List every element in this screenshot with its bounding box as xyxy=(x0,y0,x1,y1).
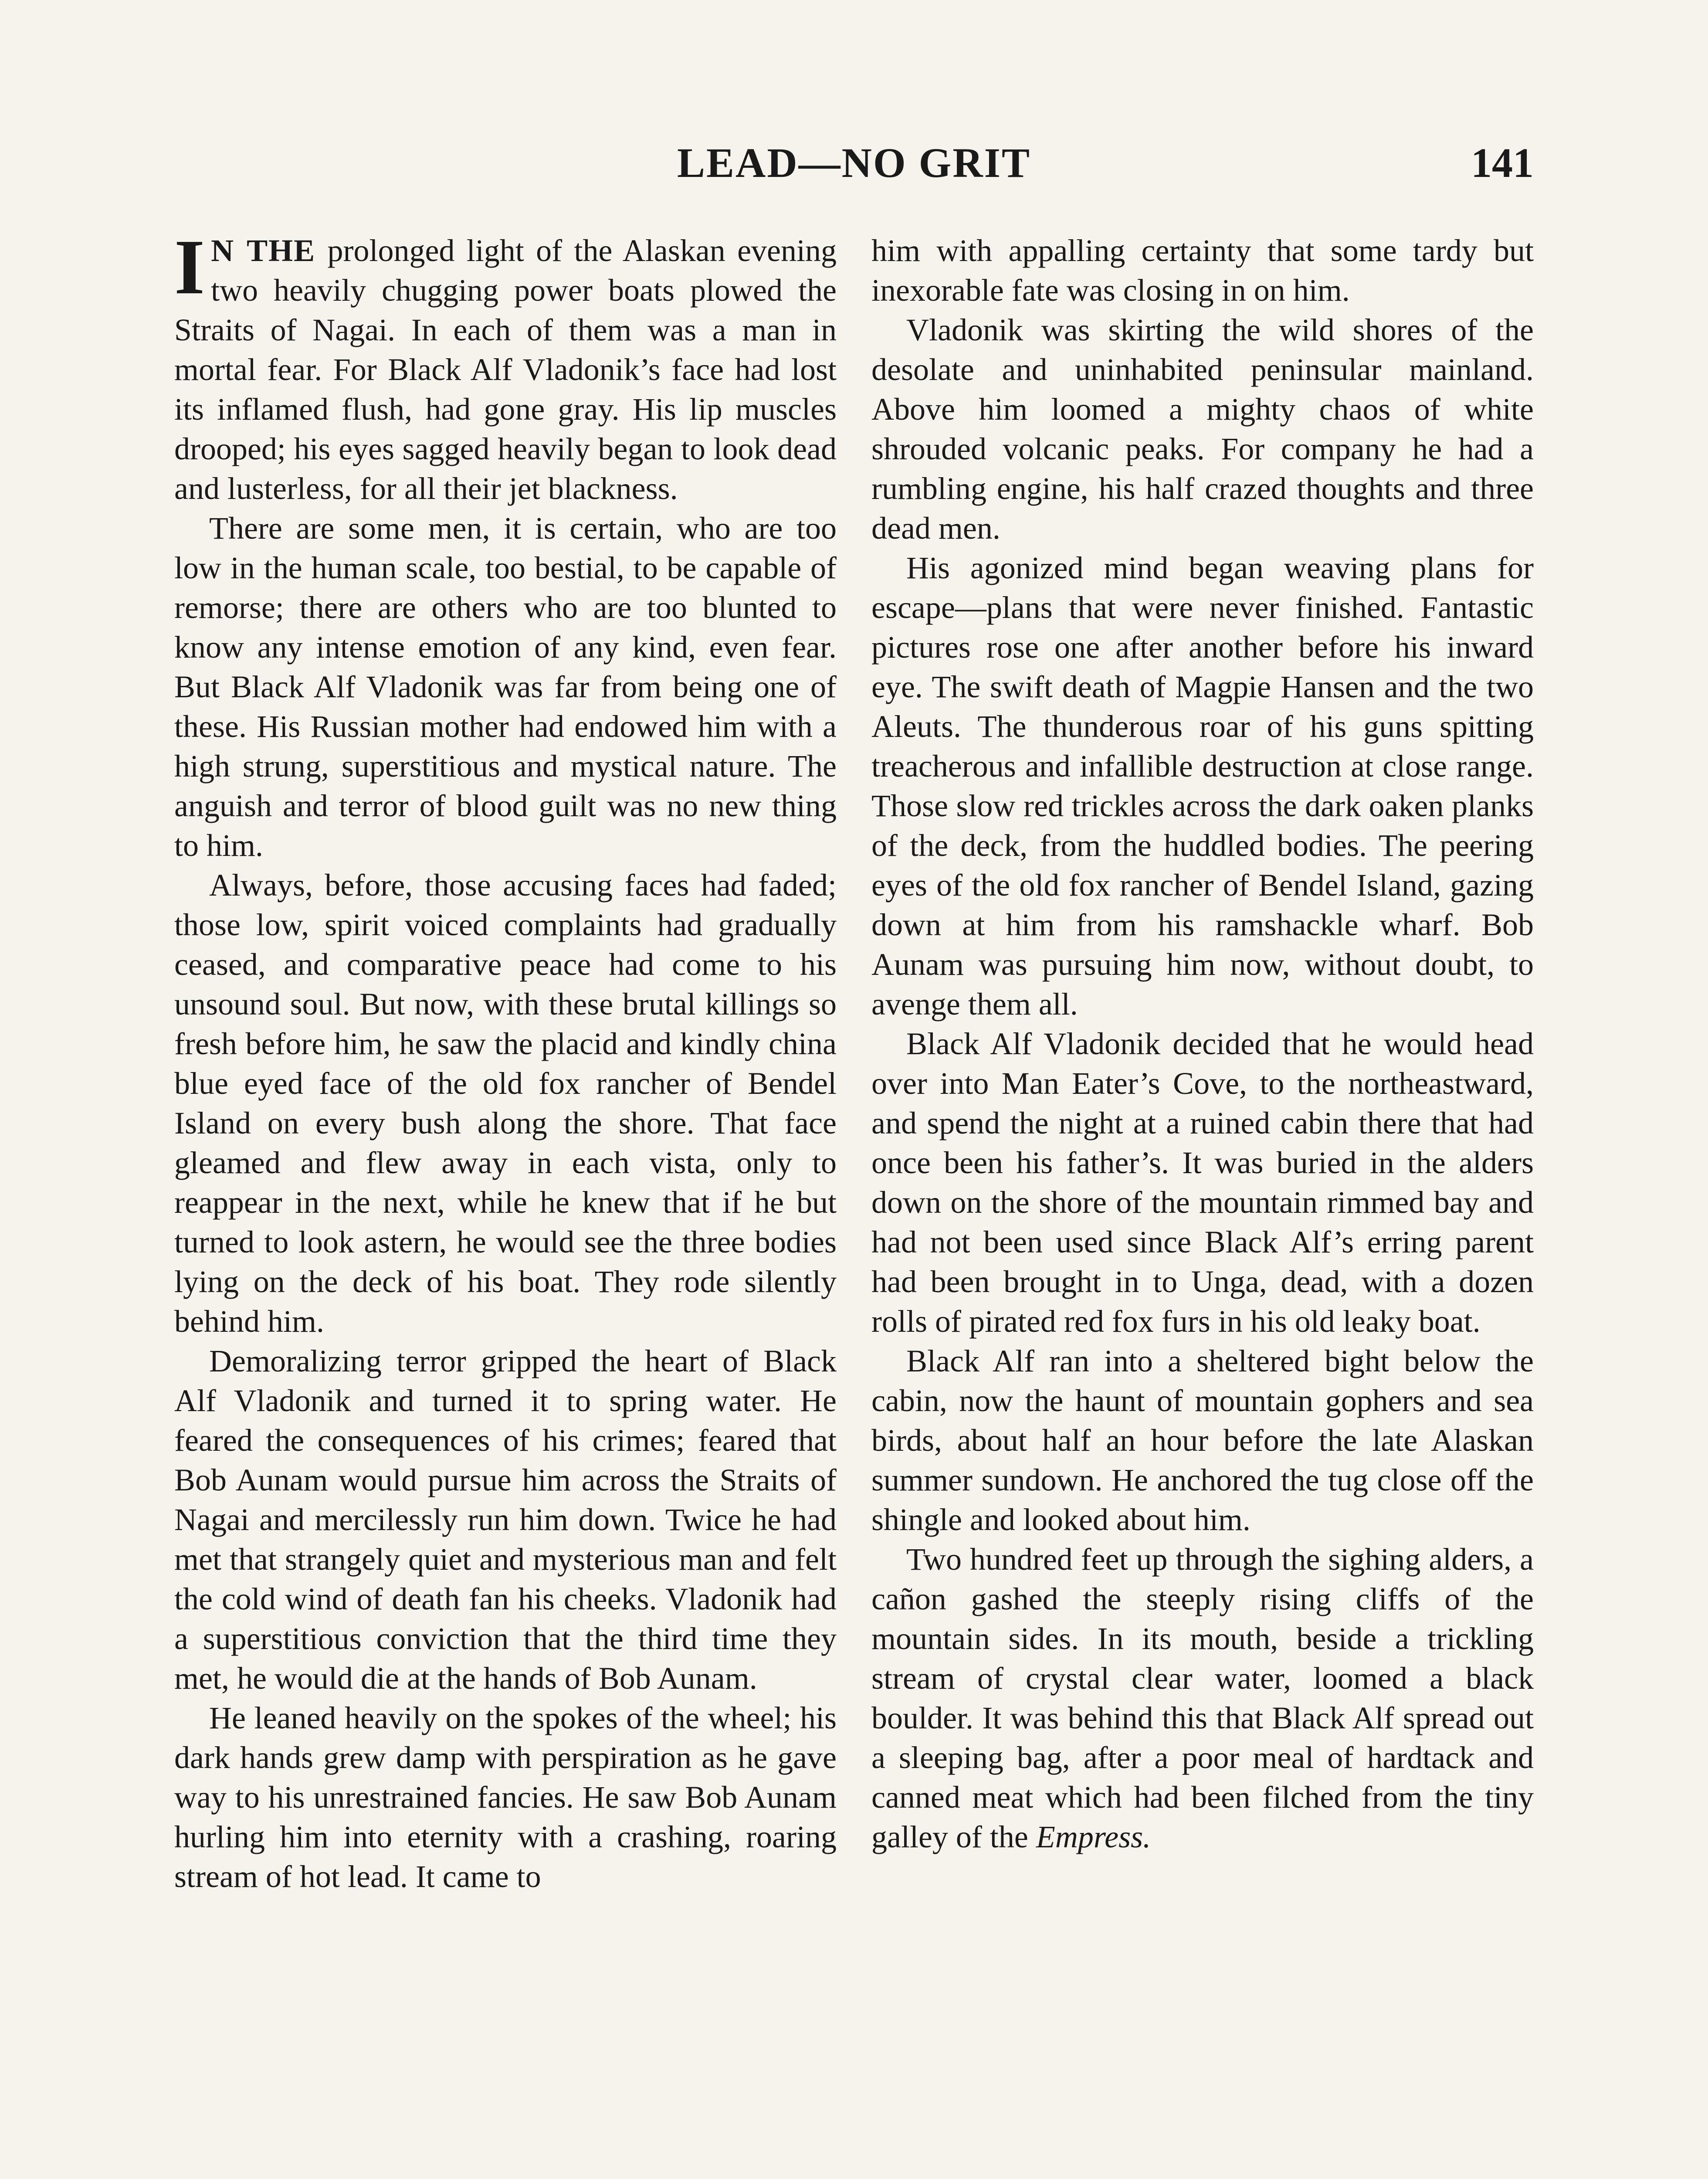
page-number: 141 xyxy=(1471,139,1534,186)
continuation-paragraph: him with appalling certainty that some tardy but inexorable fate was closing in on him. xyxy=(871,233,1534,308)
ship-name-italic: Empress. xyxy=(1036,1819,1151,1854)
paragraph: Always, before, those accusing faces had faded; those low, spirit voiced complaints had gradually ceased, and comparative peace had come to his unsound soul. But now, with these brutal killings so fresh before him, he saw the placid and kindly china blue eyed face of the old fox rancher of Bendel Island on every bush along the shore. That face gleamed and flew away in each vista, only to reappear in the next, while he knew that if he but turned to look astern, he would see the three bodies lying on the deck of his boat. They rode silently behind him. xyxy=(174,868,837,1339)
closing-paragraph xyxy=(871,1540,1534,1857)
paragraph: Black Alf Vladonik decided that he would head over into Man Eater’s Cove, to the northeastward, and spend the night at a ruined cabin there that had once been his father’s. It was buried in the alders down on the shore of the mountain rimmed bay and had not been used since Black Alf’s erring parent had been brought in to Unga, dead, with a dozen rolls of pirated red fox furs in his old leaky boat. xyxy=(871,1026,1534,1339)
opening-paragraph-text: prolonged light of the Alaskan evening two heavily chugging power boats plowed the Straits of Nagai. In each of them was a man in mortal fear. For Black Alf Vladonik’s face had lost its inflamed flush, had gone gray. His lip muscles drooped; his eyes sagged heavily began to look dead and lusterless, for all their jet blackness. xyxy=(174,233,837,506)
opening-paragraph xyxy=(174,224,837,509)
paragraph: There are some men, it is certain, who are too low in the human scale, too bestial, to be capable of remorse; there are others who are too blunted to know any intense emotion of any kind, even fear. But Black Alf Vladonik was far from being one of these. His Russian mother had endowed him with a high strung, superstitious and mystical nature. The anguish and terror of blood guilt was no new thing to him. xyxy=(174,511,837,863)
paragraph: Demoralizing terror gripped the heart of Black Alf Vladonik and turned it to spring water. He feared the consequences of his crimes; feared that Bob Aunam would pursue him across the Straits of Nagai and mercilessly run him down. Twice he had met that strangely quiet and mysterious man and felt the cold wind of death fan his cheeks. Vladonik had a superstitious conviction that the third time they met, he would die at the hands of Bob Aunam. xyxy=(174,1344,837,1696)
drop-cap: I xyxy=(174,224,205,310)
paragraph: Vladonik was skirting the wild shores of the desolate and uninhabited peninsular mainland. Above him loomed a mighty chaos of white shrouded volcanic peaks. For company he had a rumbling engine, his half crazed thoughts and three dead men. xyxy=(871,312,1534,546)
page-header xyxy=(174,139,1534,204)
paragraph: His agonized mind began weaving plans for escape—plans that were never finished. Fantastic pictures rose one after another before his inward eye. The swift death of Magpie Hansen and the two Aleuts. The thunderous roar of his guns spitting treacherous and infallible destruction at close range. Those slow red trickles across the dark oaken planks of the deck, from the huddled bodies. The peering eyes of the old fox rancher of Bendel Island, gazing down at him from his ramshackle wharf. Bob Aunam was pursuing him now, without doubt, to avenge them all. xyxy=(871,550,1534,1022)
paragraph: Black Alf ran into a sheltered bight below the cabin, now the haunt of mountain gophers and sea birds, about half an hour before the late Alaskan summer sundown. He anchored the tug close off the shingle and looked about him. xyxy=(871,1344,1534,1537)
lead-word: N THE xyxy=(211,233,316,268)
right-column xyxy=(871,231,1534,2179)
paragraph: He leaned heavily on the spokes of the wheel; his dark hands grew damp with perspiration as he gave way to his unrestrained fancies. He saw Bob Aunam hurling him into eternity with a crashing, roaring stream of hot lead. It came to xyxy=(174,1700,837,1894)
closing-paragraph-text: Two hundred feet up through the sighing alders, a cañon gashed the steeply rising cliffs of the mountain sides. In its mouth, beside a trickling stream of crystal clear water, loomed a black boulder. It was behind this that Black Alf spread out a sleeping bag, after a poor meal of hardtack and canned meat which had been filched from the tiny galley of the xyxy=(871,1542,1534,1854)
article-body xyxy=(174,224,1534,2179)
left-column xyxy=(174,224,837,2179)
running-title: LEAD—NO GRIT xyxy=(677,139,1031,186)
